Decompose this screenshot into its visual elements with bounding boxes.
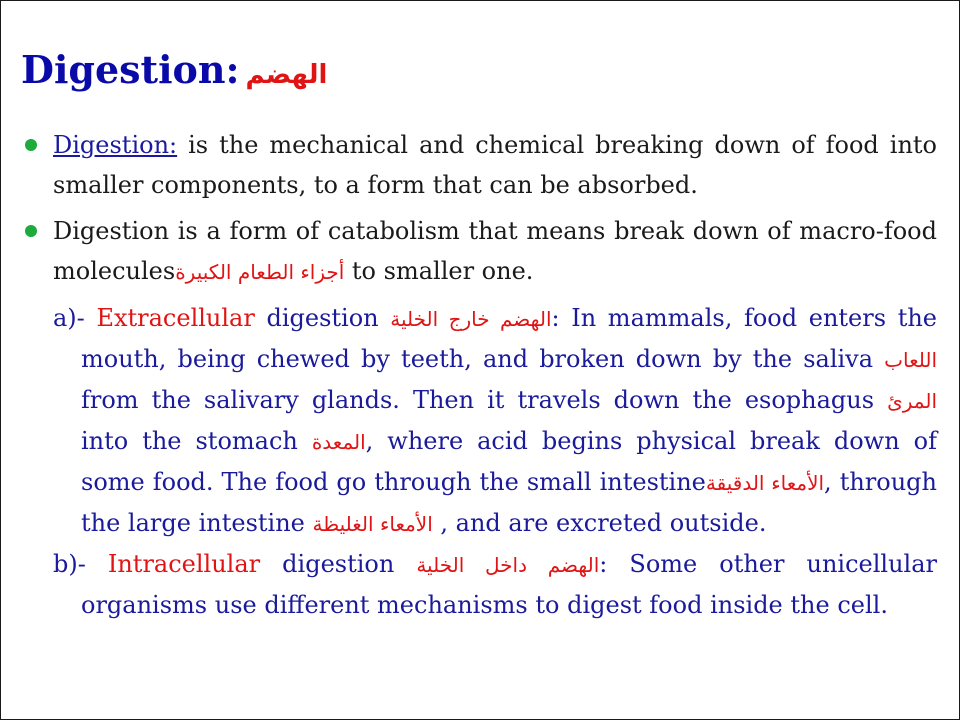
- small-intestine-arabic: الأمعاء الدقيقة: [705, 471, 825, 495]
- sub-b-red-term: Intracellular: [107, 550, 261, 578]
- bullet-dot-icon: [25, 225, 37, 237]
- sub-b-term-rest: digestion: [260, 550, 417, 578]
- catabolism-text-b: to smaller one.: [344, 257, 534, 285]
- title-text: Digestion:: [21, 47, 240, 92]
- saliva-arabic: اللعاب: [884, 348, 937, 372]
- catabolism-arabic: أجزاء الطعام الكبيرة: [175, 260, 345, 284]
- sub-b-prefix: b)-: [53, 550, 108, 578]
- esophagus-arabic: المرئ: [887, 389, 937, 413]
- sub-a-t4: , where acid begins physical break down of some food. The food go through the small intestine: [81, 427, 937, 496]
- sub-item-intracellular: [53, 544, 937, 625]
- slide-title: [21, 47, 327, 93]
- sub-a-t3: into the stomach: [81, 427, 312, 455]
- sub-a-term-rest: digestion: [254, 304, 391, 332]
- slide-content: [17, 125, 937, 625]
- sub-a-t6: , and are excreted outside.: [432, 509, 767, 537]
- definition-term: Digestion:: [53, 131, 178, 159]
- sub-a-arabic-term: الهضم خارج الخلية: [390, 307, 552, 331]
- bullet-definition: [17, 125, 937, 205]
- stomach-arabic: المعدة: [311, 430, 366, 454]
- large-intestine-arabic: الأمعاء الغليظة: [312, 512, 433, 536]
- bullet-catabolism: [17, 211, 937, 292]
- sub-a-red-term: Extracellular: [96, 304, 255, 332]
- sub-b-text: : Some other unicellular organisms use different mechanisms to digest food inside the cell.: [81, 550, 937, 619]
- sub-b-arabic-term: الهضم داخل الخلية: [416, 553, 600, 577]
- sub-item-extracellular: [53, 298, 937, 544]
- title-arabic: الهضم: [245, 60, 328, 90]
- catabolism-text-a: Digestion is a form of catabolism that means break down of macro-food molecules: [53, 217, 937, 285]
- bullet-dot-icon: [25, 139, 37, 151]
- sub-a-prefix: a)-: [53, 304, 97, 332]
- sub-a-t5: , through the large intestine: [81, 468, 937, 537]
- sub-a-intro: : In mammals, food enters the mouth, being chewed by teeth, and broken down by the saliva: [81, 304, 937, 373]
- sub-a-t2: from the salivary glands. Then it travels down the esophagus: [81, 386, 888, 414]
- definition-text: is the mechanical and chemical breaking down of food into smaller components, to a form that can be absorbed.: [53, 131, 937, 199]
